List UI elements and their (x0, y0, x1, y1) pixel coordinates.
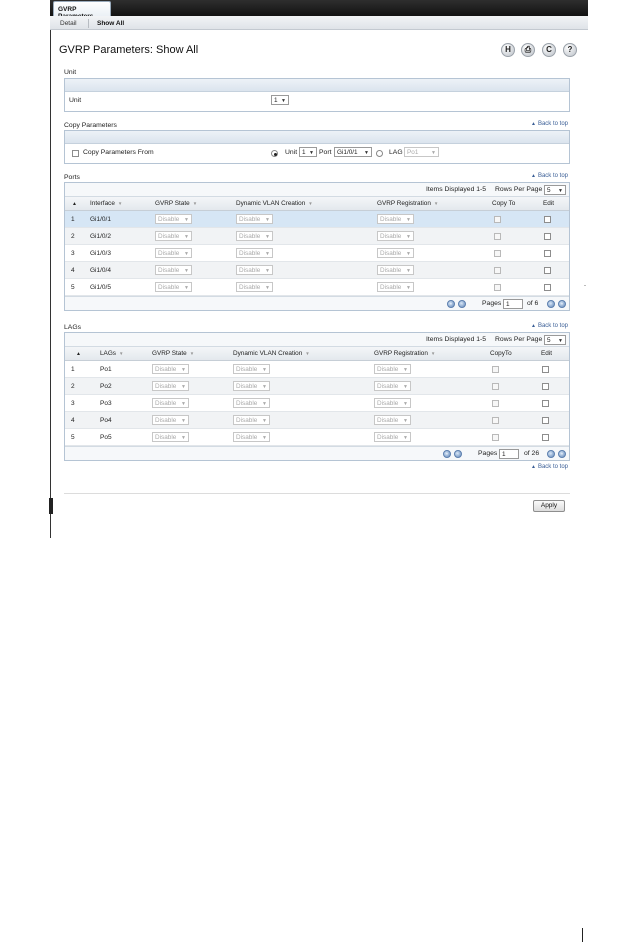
sort-icon: ▼ (305, 351, 310, 356)
dynamic-vlan-value: Disable (236, 383, 258, 390)
copy-panel-header (65, 131, 569, 144)
col-dynamic-vlan[interactable] (233, 350, 310, 357)
sort-icon: ▼ (189, 351, 195, 356)
arrow-up-icon: ▲ (531, 173, 536, 179)
caret-down-icon: ▼ (406, 217, 411, 223)
copy-unit-label: Unit (285, 149, 298, 156)
gvrp-state-value: Disable (155, 434, 177, 441)
ports-items-displayed: Items Displayed 1-5 (426, 186, 487, 193)
subnav-detail[interactable]: Detail (60, 20, 77, 27)
sub-navigation (50, 16, 588, 30)
table-row[interactable] (65, 361, 569, 378)
gvrp-state-select[interactable] (152, 364, 189, 374)
next-page-icon[interactable]: › (547, 300, 555, 308)
gvrp-state-select[interactable] (155, 214, 192, 224)
caret-down-icon: ▼ (403, 401, 408, 407)
sort-icon: ▼ (430, 351, 436, 356)
caret-down-icon: ▼ (184, 251, 189, 257)
row-number: 3 (71, 400, 75, 407)
caret-down-icon: ▼ (184, 285, 189, 291)
row-interface: Po1 (100, 366, 112, 373)
gvrp-registration-select[interactable] (374, 432, 411, 442)
row-number: 1 (71, 216, 75, 223)
edit-checkbox[interactable] (544, 267, 551, 274)
gvrp-state-select[interactable] (152, 432, 189, 442)
ports-table-header (65, 197, 569, 211)
dynamic-vlan-select[interactable] (233, 432, 270, 442)
caret-down-icon: ▼ (281, 98, 286, 104)
caret-down-icon: ▼ (181, 401, 186, 407)
gvrp-registration-value: Disable (377, 400, 399, 407)
ports-section-title: Ports (64, 174, 80, 181)
copy-unit-select[interactable] (299, 147, 317, 157)
row-number: 5 (71, 284, 75, 291)
row-interface: Gi1/0/1 (90, 216, 111, 223)
edit-checkbox[interactable] (542, 366, 549, 373)
dynamic-vlan-value: Disable (239, 250, 261, 257)
row-number: 3 (71, 250, 75, 257)
page-margin-marker (582, 928, 583, 942)
col-copy-to: CopyTo (490, 350, 512, 357)
gvrp-registration-select[interactable] (377, 248, 414, 258)
ports-pager (65, 296, 569, 310)
page-title: GVRP Parameters: Show All (59, 44, 199, 56)
gvrp-registration-select[interactable] (377, 214, 414, 224)
edit-checkbox[interactable] (544, 284, 551, 291)
subnav-show-all[interactable]: Show All (97, 20, 125, 27)
arrow-up-icon: ▲ (531, 464, 536, 470)
dynamic-vlan-select[interactable] (236, 248, 273, 258)
dynamic-vlan-value: Disable (236, 417, 258, 424)
unit-panel-header (65, 79, 569, 92)
caret-down-icon: ▼ (309, 150, 314, 156)
ports-page-input[interactable]: 1 (503, 299, 523, 309)
row-interface: Po4 (100, 417, 112, 424)
print-icon[interactable]: ⎙ (521, 43, 535, 57)
caret-down-icon: ▼ (406, 251, 411, 257)
gvrp-registration-select[interactable] (377, 231, 414, 241)
table-row[interactable] (65, 429, 569, 446)
ports-table (64, 182, 570, 311)
copy-to-checkbox[interactable] (492, 417, 499, 424)
caret-down-icon: ▼ (265, 268, 270, 274)
col-interface[interactable] (90, 200, 122, 207)
copy-to-checkbox[interactable] (494, 267, 501, 274)
gvrp-state-value: Disable (158, 267, 180, 274)
caret-down-icon: ▼ (181, 384, 186, 390)
gvrp-registration-select[interactable] (374, 398, 411, 408)
copy-to-checkbox[interactable] (494, 250, 501, 257)
gvrp-registration-select[interactable] (377, 282, 414, 292)
sort-icon: ▼ (192, 201, 198, 206)
gvrp-registration-value: Disable (380, 267, 402, 274)
caret-down-icon: ▼ (181, 435, 186, 441)
gvrp-state-value: Disable (155, 400, 177, 407)
col-gvrp-registration-label: GVRP Registration (377, 200, 431, 207)
col-gvrp-state-label: GVRP State (155, 200, 190, 207)
caret-down-icon: ▼ (262, 367, 267, 373)
row-interface: Po2 (100, 383, 112, 390)
copy-unit-value: 1 (302, 149, 306, 156)
copy-lag-value: Po1 (407, 149, 419, 156)
col-interface-label: Interface (90, 200, 115, 207)
row-number: 4 (71, 267, 75, 274)
edit-checkbox[interactable] (544, 216, 551, 223)
row-number: 4 (71, 417, 75, 424)
caret-down-icon: ▼ (265, 217, 270, 223)
caret-down-icon: ▼ (184, 217, 189, 223)
dynamic-vlan-value: Disable (236, 434, 258, 441)
dynamic-vlan-value: Disable (239, 284, 261, 291)
col-gvrp-registration-label: GVRP Registration (374, 350, 428, 357)
copy-to-checkbox[interactable] (494, 284, 501, 291)
lags-table-toolbar (65, 333, 569, 347)
arrow-up-icon: ▲ (531, 323, 536, 329)
gvrp-state-value: Disable (158, 216, 180, 223)
unit-label: Unit (69, 97, 82, 104)
ports-rows-per-page-value: 5 (547, 187, 551, 194)
table-row[interactable] (65, 279, 569, 296)
row-interface: Po5 (100, 434, 112, 441)
gvrp-registration-value: Disable (380, 233, 402, 240)
footer-divider (64, 493, 570, 494)
col-gvrp-state-label: GVRP State (152, 350, 187, 357)
apply-button[interactable]: Apply (533, 500, 565, 512)
copy-to-checkbox[interactable] (492, 366, 499, 373)
gvrp-state-value: Disable (158, 233, 180, 240)
prev-page-icon[interactable]: ‹ (458, 300, 466, 308)
caret-down-icon: ▼ (558, 338, 563, 344)
gvrp-state-select[interactable] (155, 265, 192, 275)
unit-section-title: Unit (64, 69, 77, 76)
lags-rows-per-page-value: 5 (547, 337, 551, 344)
dynamic-vlan-select[interactable] (233, 415, 270, 425)
row-interface: Gi1/0/2 (90, 233, 111, 240)
copy-unit-port-radio[interactable] (271, 150, 278, 157)
table-row[interactable] (65, 211, 569, 228)
copy-panel (64, 130, 570, 164)
caret-down-icon: ▼ (403, 435, 408, 441)
col-dynamic-vlan[interactable] (236, 200, 313, 207)
caret-down-icon: ▼ (262, 401, 267, 407)
sort-up-icon[interactable]: ▲ (76, 351, 81, 357)
copy-port-select[interactable] (334, 147, 372, 157)
caret-down-icon: ▼ (403, 384, 408, 390)
lags-table-header (65, 347, 569, 361)
gvrp-registration-select[interactable] (374, 364, 411, 374)
edit-checkbox[interactable] (542, 383, 549, 390)
row-interface: Po3 (100, 400, 112, 407)
lags-page-input[interactable]: 1 (499, 449, 519, 459)
dynamic-vlan-value: Disable (239, 216, 261, 223)
col-edit: Edit (543, 200, 555, 207)
caret-down-icon: ▼ (406, 285, 411, 291)
dynamic-vlan-select[interactable] (236, 282, 273, 292)
caret-down-icon: ▼ (181, 418, 186, 424)
ports-rows (65, 211, 569, 296)
dynamic-vlan-value: Disable (236, 366, 258, 373)
prev-page-icon[interactable]: ‹ (454, 450, 462, 458)
col-gvrp-registration[interactable] (374, 350, 435, 357)
col-lags-label: LAGs (100, 350, 116, 357)
next-page-icon[interactable]: › (547, 450, 555, 458)
subnav-separator (88, 19, 89, 28)
unit-select-value: 1 (274, 97, 278, 104)
edit-checkbox[interactable] (542, 417, 549, 424)
back-to-top-link[interactable] (531, 323, 568, 329)
refresh-icon[interactable]: C (542, 43, 556, 57)
dynamic-vlan-select[interactable] (236, 231, 273, 241)
lags-rows-per-page-label: Rows Per Page (495, 336, 543, 343)
sort-icon: ▼ (118, 351, 124, 356)
first-page-icon[interactable]: « (443, 450, 451, 458)
ports-page-count: of 6 (527, 300, 539, 307)
caret-down-icon: ▼ (181, 367, 186, 373)
gvrp-state-select[interactable] (155, 231, 192, 241)
table-row[interactable] (65, 228, 569, 245)
gvrp-registration-value: Disable (377, 366, 399, 373)
gvrp-state-value: Disable (158, 284, 180, 291)
arrow-up-icon: ▲ (531, 121, 536, 127)
caret-down-icon: ▼ (265, 285, 270, 291)
lags-rows (65, 361, 569, 446)
gvrp-state-select[interactable] (155, 248, 192, 258)
gvrp-registration-select[interactable] (374, 415, 411, 425)
caret-down-icon: ▼ (265, 234, 270, 240)
dynamic-vlan-select[interactable] (233, 398, 270, 408)
gvrp-registration-value: Disable (377, 434, 399, 441)
edit-checkbox[interactable] (542, 434, 549, 441)
gvrp-state-value: Disable (155, 383, 177, 390)
back-to-top-link[interactable] (531, 464, 568, 470)
back-to-top-link[interactable] (531, 121, 568, 127)
save-icon[interactable]: H (501, 43, 515, 57)
back-to-top-label: Back to top (537, 323, 568, 329)
row-number: 5 (71, 434, 75, 441)
table-row[interactable] (65, 378, 569, 395)
gvrp-registration-select[interactable] (374, 381, 411, 391)
row-interface: Gi1/0/5 (90, 284, 111, 291)
dynamic-vlan-value: Disable (236, 400, 258, 407)
lags-pages-label: Pages (478, 450, 498, 457)
gvrp-registration-value: Disable (377, 383, 399, 390)
gvrp-state-value: Disable (158, 250, 180, 257)
dynamic-vlan-value: Disable (239, 233, 261, 240)
unit-select[interactable] (271, 95, 289, 105)
copy-lag-select[interactable] (404, 147, 439, 157)
gvrp-state-select[interactable] (152, 398, 189, 408)
caret-down-icon: ▼ (431, 150, 436, 156)
copy-port-label: Port (319, 149, 332, 156)
caret-down-icon: ▼ (262, 384, 267, 390)
row-number: 2 (71, 383, 75, 390)
gvrp-registration-value: Disable (380, 284, 402, 291)
back-to-top-label: Back to top (537, 121, 568, 127)
ports-table-toolbar (65, 183, 569, 197)
last-page-icon[interactable]: » (558, 300, 566, 308)
caret-down-icon: ▼ (403, 367, 408, 373)
dynamic-vlan-select[interactable] (233, 364, 270, 374)
caret-down-icon: ▼ (406, 268, 411, 274)
edit-checkbox[interactable] (544, 233, 551, 240)
copy-section-title: Copy Parameters (64, 122, 117, 129)
ports-pages-label: Pages (482, 300, 502, 307)
gvrp-registration-value: Disable (377, 417, 399, 424)
lags-items-displayed: Items Displayed 1-5 (426, 336, 487, 343)
col-edit: Edit (541, 350, 553, 357)
col-dynamic-vlan-label: Dynamic VLAN Creation (233, 350, 303, 357)
copy-to-checkbox[interactable] (494, 216, 501, 223)
table-row[interactable] (65, 395, 569, 412)
caret-down-icon: ▼ (265, 251, 270, 257)
dynamic-vlan-select[interactable] (233, 381, 270, 391)
gvrp-state-value: Disable (155, 366, 177, 373)
edit-checkbox[interactable] (544, 250, 551, 257)
row-interface: Gi1/0/3 (90, 250, 111, 257)
sort-icon: ▼ (308, 201, 313, 206)
last-page-icon[interactable]: » (558, 450, 566, 458)
back-to-top-link[interactable] (531, 173, 568, 179)
copy-parameters-checkbox[interactable] (72, 150, 79, 157)
caret-down-icon: ▼ (184, 268, 189, 274)
ports-rows-per-page-select[interactable] (544, 185, 566, 195)
copy-parameters-label: Copy Parameters From (83, 149, 154, 156)
col-gvrp-state[interactable] (152, 350, 194, 357)
lags-rows-per-page-select[interactable] (544, 335, 566, 345)
copy-lag-radio[interactable] (376, 150, 383, 157)
copy-to-checkbox[interactable] (492, 400, 499, 407)
tab-bar (50, 0, 588, 16)
dynamic-vlan-select[interactable] (236, 265, 273, 275)
caret-down-icon: ▼ (403, 418, 408, 424)
caret-down-icon: ▼ (262, 435, 267, 441)
col-copy-to: Copy To (492, 200, 516, 207)
caret-down-icon: ▼ (406, 234, 411, 240)
lags-page-count: of 26 (524, 450, 540, 457)
gvrp-state-select[interactable] (152, 415, 189, 425)
col-dynamic-vlan-label: Dynamic VLAN Creation (236, 200, 306, 207)
table-row[interactable] (65, 412, 569, 429)
table-row[interactable] (65, 245, 569, 262)
sort-icon: ▼ (433, 201, 439, 206)
gvrp-state-select[interactable] (152, 381, 189, 391)
col-lags[interactable] (100, 350, 123, 357)
gvrp-registration-value: Disable (380, 250, 402, 257)
gvrp-state-select[interactable] (155, 282, 192, 292)
row-number: 2 (71, 233, 75, 240)
back-to-top-label: Back to top (537, 464, 568, 470)
help-icon[interactable]: ? (563, 43, 577, 57)
app-frame (50, 0, 588, 540)
col-gvrp-state[interactable] (155, 200, 197, 207)
copy-to-checkbox[interactable] (494, 233, 501, 240)
dynamic-vlan-value: Disable (239, 267, 261, 274)
caret-down-icon: ▼ (364, 150, 369, 156)
copy-port-value: Gi1/0/1 (337, 149, 358, 156)
lags-section-title: LAGs (64, 324, 81, 331)
sort-icon: ▼ (117, 201, 123, 206)
gvrp-registration-select[interactable] (377, 265, 414, 275)
gvrp-state-value: Disable (155, 417, 177, 424)
edit-checkbox[interactable] (542, 400, 549, 407)
row-number: 1 (71, 366, 75, 373)
col-gvrp-registration[interactable] (377, 200, 438, 207)
copy-to-checkbox[interactable] (492, 383, 499, 390)
ports-rows-per-page-label: Rows Per Page (495, 186, 543, 193)
tab-gvrp-parameters[interactable]: GVRP (53, 1, 111, 18)
caret-down-icon: ▼ (262, 418, 267, 424)
sort-up-icon[interactable]: ▲ (72, 201, 77, 207)
unit-panel (64, 78, 570, 112)
first-page-icon[interactable]: « (447, 300, 455, 308)
caret-down-icon: ▼ (558, 188, 563, 194)
back-to-top-label: Back to top (537, 173, 568, 179)
dynamic-vlan-select[interactable] (236, 214, 273, 224)
gvrp-registration-value: Disable (380, 216, 402, 223)
lags-table (64, 332, 570, 461)
copy-to-checkbox[interactable] (492, 434, 499, 441)
table-row[interactable] (65, 262, 569, 279)
copy-lag-label: LAG (389, 149, 403, 156)
lags-pager (65, 446, 569, 460)
caret-down-icon: ▼ (184, 234, 189, 240)
row-interface: Gi1/0/4 (90, 267, 111, 274)
